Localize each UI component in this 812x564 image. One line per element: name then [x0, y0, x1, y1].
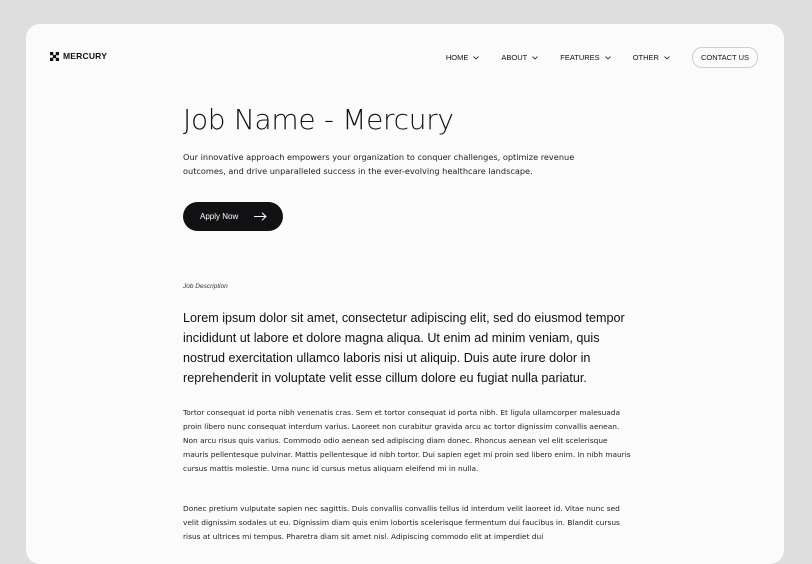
top-navigation [26, 24, 784, 88]
hero-subtitle: Our innovative approach empowers your organization to conquer challenges, optimize revenue outcomes, and drive unparalleled success in the ever-evolving healthcare landscape. [183, 152, 575, 176]
section-label: Job Description [183, 283, 228, 290]
page-title: Job Name - Mercury [183, 103, 454, 136]
main-content [183, 100, 633, 541]
nav-item-features[interactable] [560, 53, 610, 62]
job-description-paragraph: Tortor consequat id porta nibh venenatis cras. Sem et tortor consequat id porta nibh. Et ligula ullamcorper malesuada proin libero nunc consequat interdum varius. Laoreet non curabitur gravida arcu ac tortor dignissim convallis aenean. Non arcu risus quis varius. Commodo odio aenean sed adipiscing diam donec. Rhoncus aenean vel elit scelerisque mauris pellentesque pulvinar. Mattis pellentesque id nibh tortor. Dui sapien eget mi proin sed libero enim. In nibh mauris cursus mattis molestie. Urna nunc id cursus metus aliquam eleifend mi in nulla. [183, 408, 631, 473]
chevron-down-icon [473, 56, 479, 60]
nav-item-home[interactable] [446, 53, 480, 62]
nav-item-other[interactable] [633, 53, 670, 62]
nav-menu [446, 47, 758, 68]
job-description-paragraph: Donec pretium vulputate sapien nec sagittis. Duis convallis convallis tellus id interdum velit laoreet id. Vitae nunc sed velit dignissim sodales ut eu. Dignissim diam quis enim lobortis scelerisque fermentum dui faucibus in. Blandit cursus risus at ultrices mi tempus. Pharetra diam sit amet nisl. Adipiscing commodo elit at imperdiet dui [183, 504, 620, 541]
brand-name: MERCURY [63, 51, 108, 61]
four-dot-x-icon [50, 52, 59, 61]
chevron-down-icon [664, 56, 670, 60]
nav-item-label: FEATURES [560, 53, 600, 62]
job-description-lead: Lorem ipsum dolor sit amet, consectetur adipiscing elit, sed do eiusmod tempor incididunt ut labore et dolore magna aliqua. Ut enim ad minim veniam, quis nostrud exercitation ullamco laboris nisi ut aliquip. Duis aute irure dolor in reprehenderit in voluptate velit esse cillum dolore eu fugiat nulla pariatur. [183, 311, 625, 385]
chevron-down-icon [532, 56, 538, 60]
nav-item-about[interactable] [501, 53, 538, 62]
brand-logo[interactable] [50, 51, 107, 61]
page-card [26, 24, 784, 564]
apply-now-button[interactable] [183, 202, 283, 231]
nav-item-label: HOME [445, 53, 469, 62]
chevron-down-icon [605, 56, 611, 60]
contact-us-button[interactable]: CONTACT US [692, 47, 758, 68]
apply-now-label: Apply Now [200, 212, 239, 221]
nav-item-label: ABOUT [501, 53, 528, 62]
arrow-right-icon [254, 212, 267, 221]
nav-item-label: OTHER [632, 53, 659, 62]
